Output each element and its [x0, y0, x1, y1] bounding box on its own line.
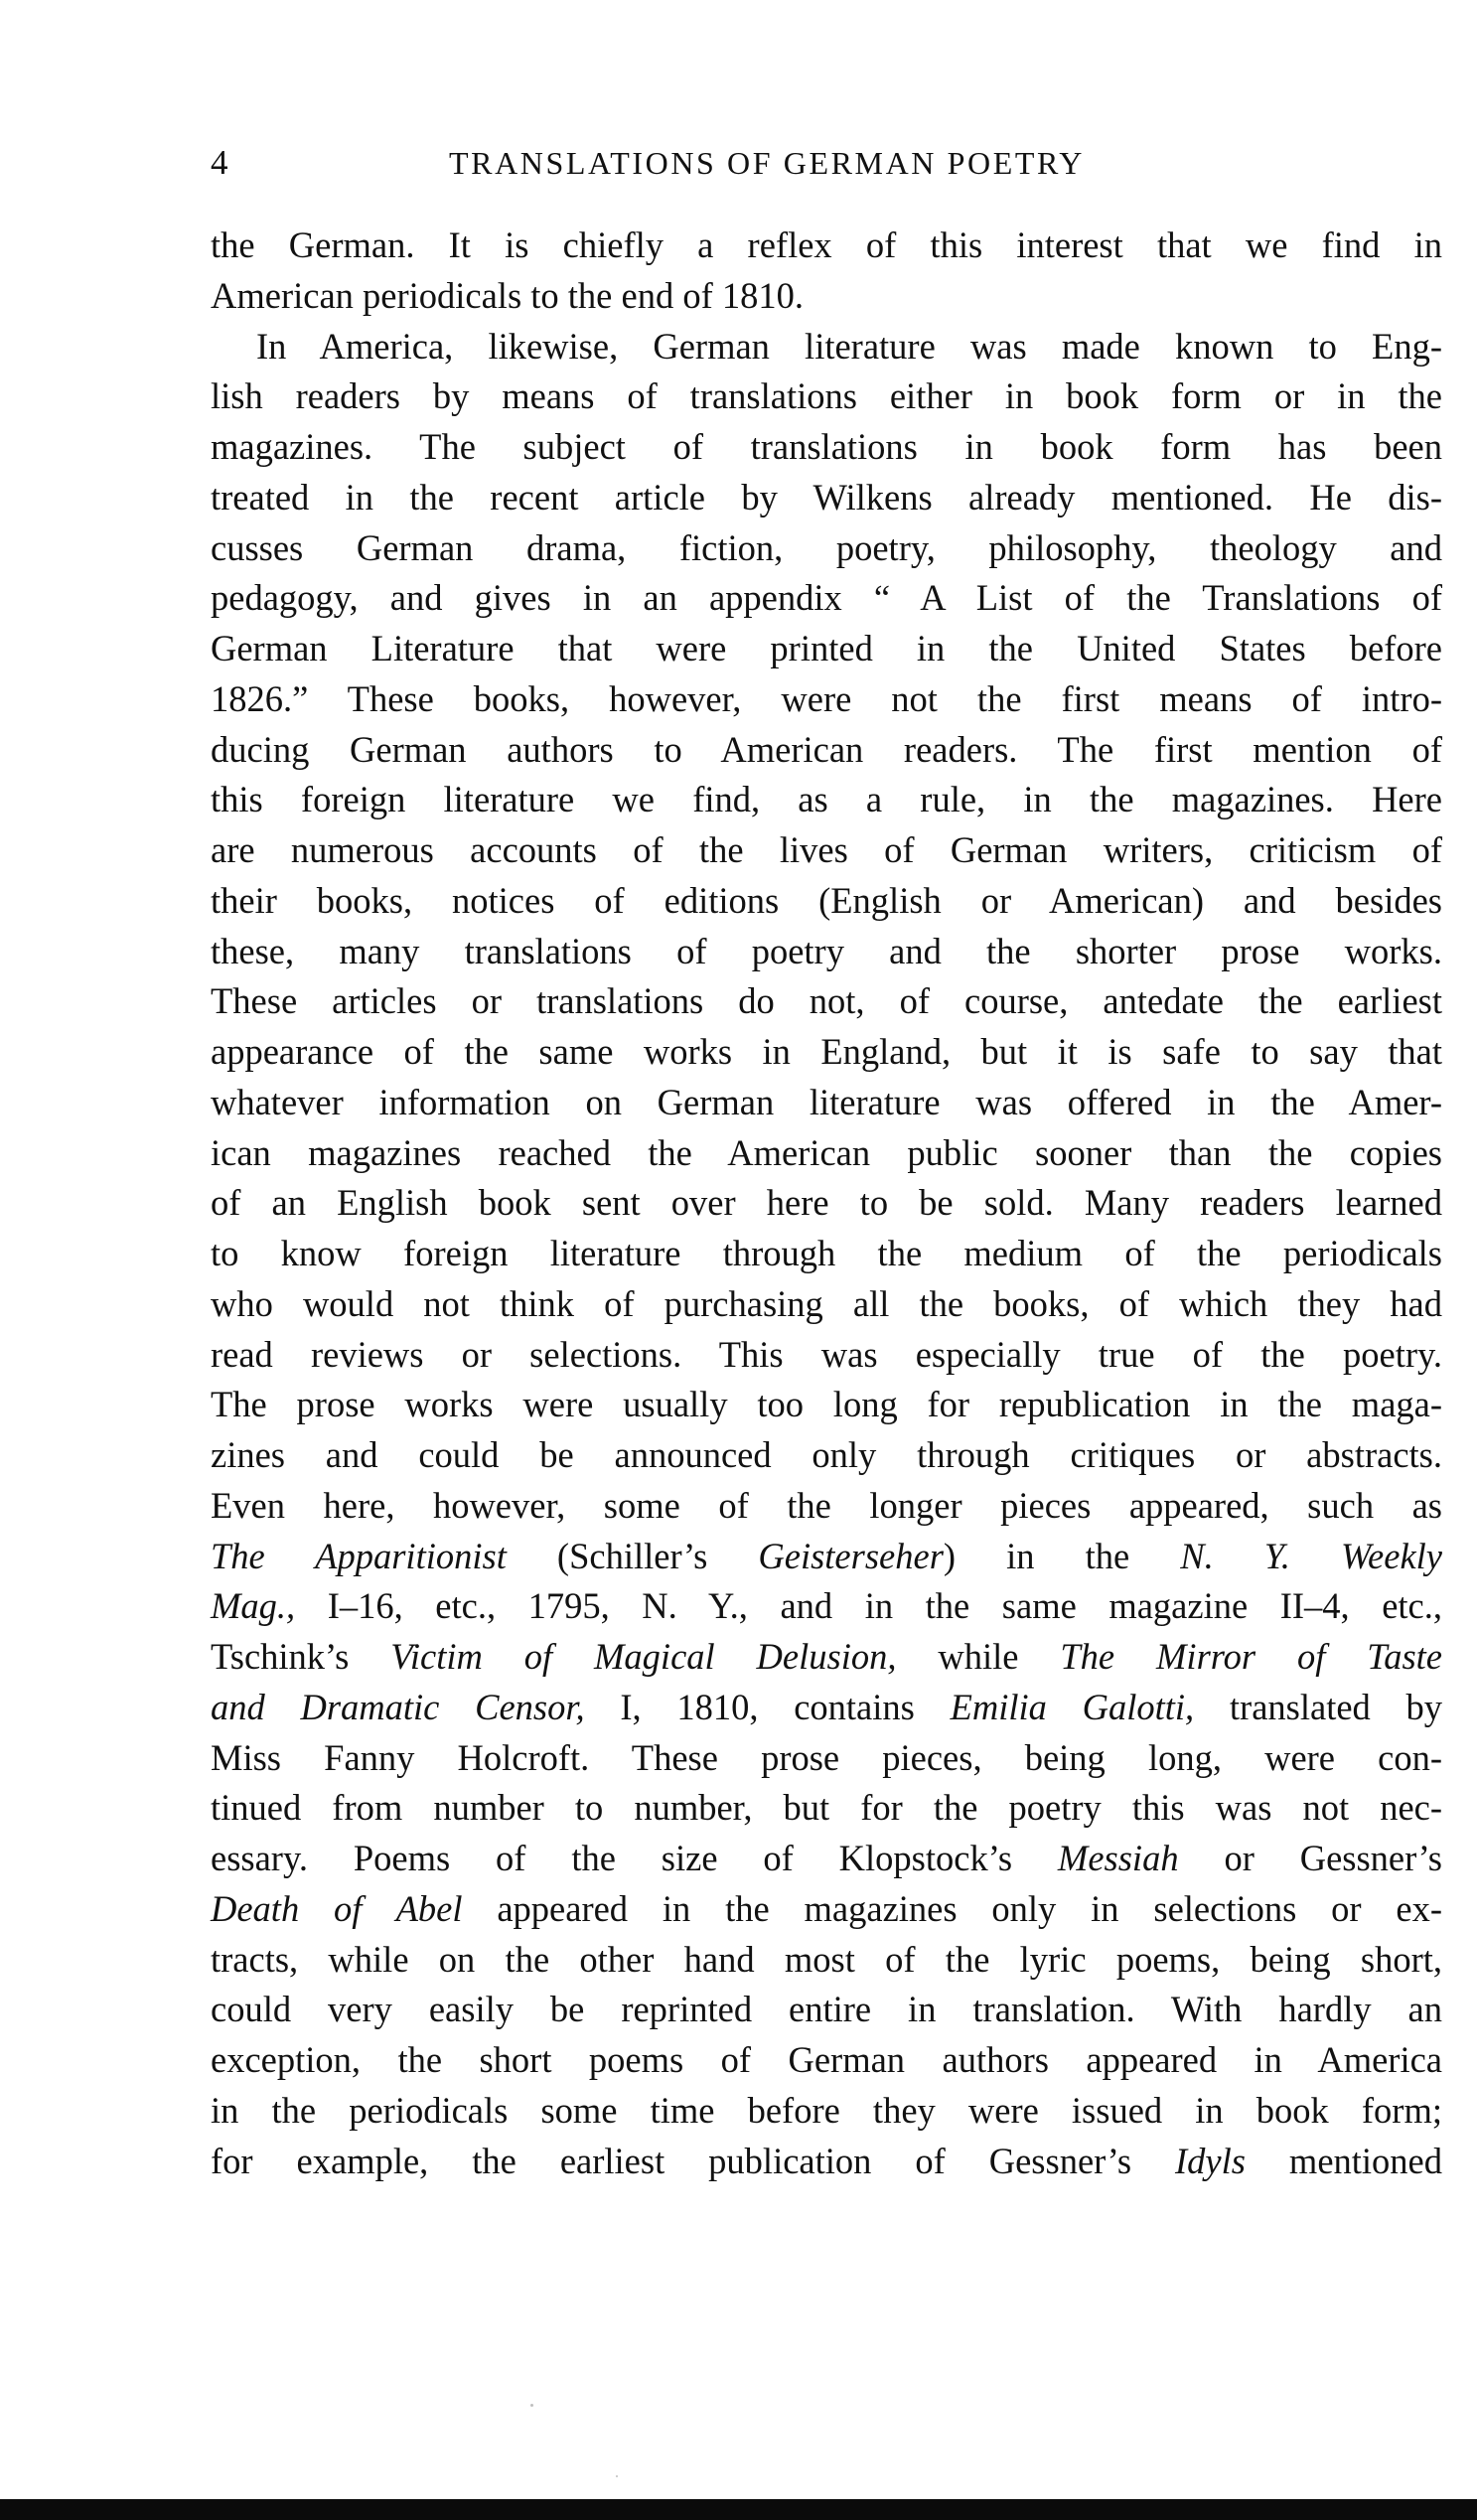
running-title: TRANSLATIONS OF GERMAN POETRY: [449, 145, 1085, 181]
text-line: [211, 1532, 1442, 1582]
text-line: [211, 1581, 1442, 1632]
text-line: could very easily be reprinted entire in translation. With hardly an: [211, 1989, 1442, 2030]
page-number: 4: [211, 143, 229, 182]
text-line: the German. It is chiefly a reflex of this interest that we find in: [211, 224, 1442, 265]
text-line: appearance of the same works in England, but it is safe to say that: [211, 1031, 1442, 1072]
text-line: exception, the short poems of German authors appeared in America: [211, 2039, 1442, 2080]
text-line: tinued from number to number, but for the poetry this was not nec-: [211, 1787, 1442, 1829]
text-line: read reviews or selections. This was especially true of the poetry.: [211, 1333, 1442, 1375]
text-run: essary. Poems of the size of Klopstock’s: [211, 1838, 1058, 1878]
text-run: (Schiller’s: [506, 1535, 759, 1576]
text-run: I, 1810, contains: [584, 1686, 951, 1727]
italic-title: Emilia Galotti,: [950, 1686, 1195, 1727]
text-line: of an English book sent over here to be sold. Many readers learned: [211, 1182, 1442, 1224]
italic-title: Death of Abel: [211, 1887, 463, 1929]
text-line: [211, 2137, 1442, 2187]
text-run: or Gessner’s: [1178, 1838, 1442, 1878]
running-head: [211, 137, 1442, 189]
text-run: I–16, etc., 1795, N. Y., and in the same magazine II–4, etc.,: [295, 1585, 1442, 1627]
italic-title: Idyls: [1175, 2140, 1246, 2181]
text-line: Miss Fanny Holcroft. These prose pieces, being long, were con-: [211, 1736, 1442, 1778]
scan-speck: [530, 2404, 533, 2407]
text-line: treated in the recent article by Wilkens already mentioned. He dis-: [211, 476, 1442, 518]
text-line: 1826.” These books, however, were not the first means of intro-: [211, 677, 1442, 719]
text-line: German Literature that were printed in the United States before: [211, 628, 1442, 668]
italic-title: Mag.,: [211, 1585, 296, 1627]
text-line: [211, 1632, 1442, 1683]
italic-title: The Mirror of Taste: [1060, 1636, 1442, 1677]
italic-title: N. Y. Weekly: [1180, 1535, 1443, 1576]
text-line: [211, 1683, 1442, 1733]
text-run: while: [896, 1636, 1061, 1677]
text-line: [211, 1834, 1442, 1884]
text-line: these, many translations of poetry and the shorter prose works.: [211, 930, 1442, 971]
text-line: are numerous accounts of the lives of German writers, criticism of: [211, 829, 1442, 870]
italic-title: Victim of Magical Delusion,: [390, 1636, 897, 1677]
text-line: American periodicals to the end of 1810.: [211, 274, 804, 316]
text-line: These articles or translations do not, of course, antedate the earliest: [211, 980, 1442, 1022]
text-line: The prose works were usually too long for republication in the maga-: [211, 1384, 1442, 1425]
body-text: [211, 221, 1442, 2186]
text-line: cusses German drama, fiction, poetry, philosophy, theology and: [211, 526, 1442, 568]
text-run: appeared in the magazines only in selections or ex-: [462, 1887, 1442, 1929]
text-line: magazines. The subject of translations in book form has been: [211, 426, 1442, 467]
text-line: in the periodicals some time before they were issued in book form;: [211, 2089, 1442, 2131]
scan-speck: [616, 2475, 618, 2477]
text-line: to know foreign literature through the medium of the periodicals: [211, 1233, 1442, 1273]
italic-title: Messiah: [1057, 1838, 1179, 1878]
scan-bottom-edge: [0, 2499, 1477, 2520]
text-line: ican magazines reached the American public sooner than the copies: [211, 1131, 1442, 1173]
text-run: for example, the earliest publication of Gessner’s: [211, 2140, 1175, 2181]
text-line: this foreign literature we find, as a rule, in the magazines. Here: [211, 779, 1442, 820]
text-line: ducing German authors to American readers. The first mention of: [211, 728, 1442, 770]
text-run: mentioned: [1245, 2140, 1442, 2181]
text-line: [211, 1884, 1442, 1935]
text-line: pedagogy, and gives in an appendix “ A List of the Translations of: [211, 577, 1442, 619]
text-line: zines and could be announced only through critiques or abstracts.: [211, 1434, 1442, 1475]
text-line: lish readers by means of translations either in book form or in the: [211, 375, 1442, 417]
text-line: tracts, while on the other hand most of the lyric poems, being short,: [211, 1938, 1442, 1980]
text-run: Tschink’s: [211, 1636, 391, 1677]
text-line: Even here, however, some of the longer pieces appeared, such as: [211, 1484, 1442, 1526]
text-line: who would not think of purchasing all the books, of which they had: [211, 1282, 1442, 1324]
italic-title: Geisterseher: [758, 1535, 944, 1576]
text-run: translated by: [1194, 1686, 1443, 1727]
italic-title: and Dramatic Censor,: [211, 1686, 585, 1727]
text-line: whatever information on German literature was offered in the Amer-: [211, 1081, 1442, 1122]
text-line: their books, notices of editions (English or American) and besides: [211, 879, 1442, 921]
text-line: In America, likewise, German literature was made known to Eng-: [256, 325, 1442, 367]
italic-title: The Apparitionist: [211, 1535, 507, 1576]
text-run: ) in the: [943, 1535, 1181, 1576]
